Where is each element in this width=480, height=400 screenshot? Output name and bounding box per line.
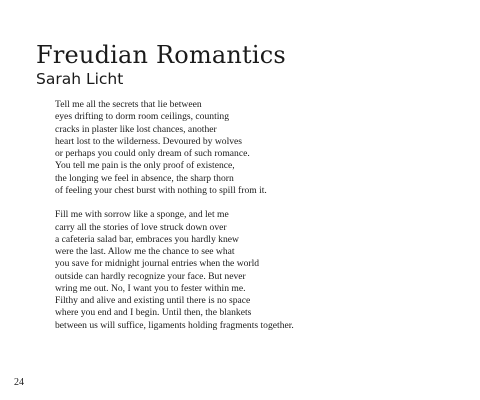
poem-line: carry all the stories of love struck down over xyxy=(55,221,227,233)
poem-line: between us will suffice, ligaments holding fragments together. xyxy=(55,319,294,331)
poem-body xyxy=(55,99,475,344)
poem-line: the longing we feel in absence, the sharp thorn xyxy=(55,172,234,184)
poem-line: Fill me with sorrow like a sponge, and let me xyxy=(55,209,229,221)
poem-line: or perhaps you could only dream of such romance. xyxy=(55,148,250,159)
poem-line: where you end and I begin. Until then, the blankets xyxy=(55,307,252,319)
poem-line: heart lost to the wilderness. Devoured by wolves xyxy=(55,135,243,147)
poem-line: you save for midnight journal entries when the world xyxy=(55,258,260,270)
poem-title: Freudian Romantics xyxy=(36,41,286,69)
poem-line: eyes drifting to dorm room ceilings, counting xyxy=(55,111,229,123)
stanza-2 xyxy=(55,209,475,332)
page-number: 24 xyxy=(14,377,24,388)
stanza-1 xyxy=(55,99,475,197)
poem-line: You tell me pain is the only proof of existence, xyxy=(55,160,235,172)
poem-line: were the last. Allow me the chance to see what xyxy=(55,246,235,258)
poem-line: of feeling your chest burst with nothing to spill from it. xyxy=(55,184,267,196)
poem-line: cracks in plaster like lost chances, another xyxy=(55,123,217,135)
poem-line: outside can hardly recognize your face. But never xyxy=(55,270,246,282)
poem-line: a cafeteria salad bar, embraces you hardly knew xyxy=(55,233,239,245)
poem-line: wring me out. No, I want you to fester within me. xyxy=(55,282,246,294)
poem-line: Filthy and alive and existing until there is no space xyxy=(55,295,251,307)
poem-line: Tell me all the secrets that lie between xyxy=(55,99,202,110)
poem-author: Sarah Licht xyxy=(36,70,124,88)
